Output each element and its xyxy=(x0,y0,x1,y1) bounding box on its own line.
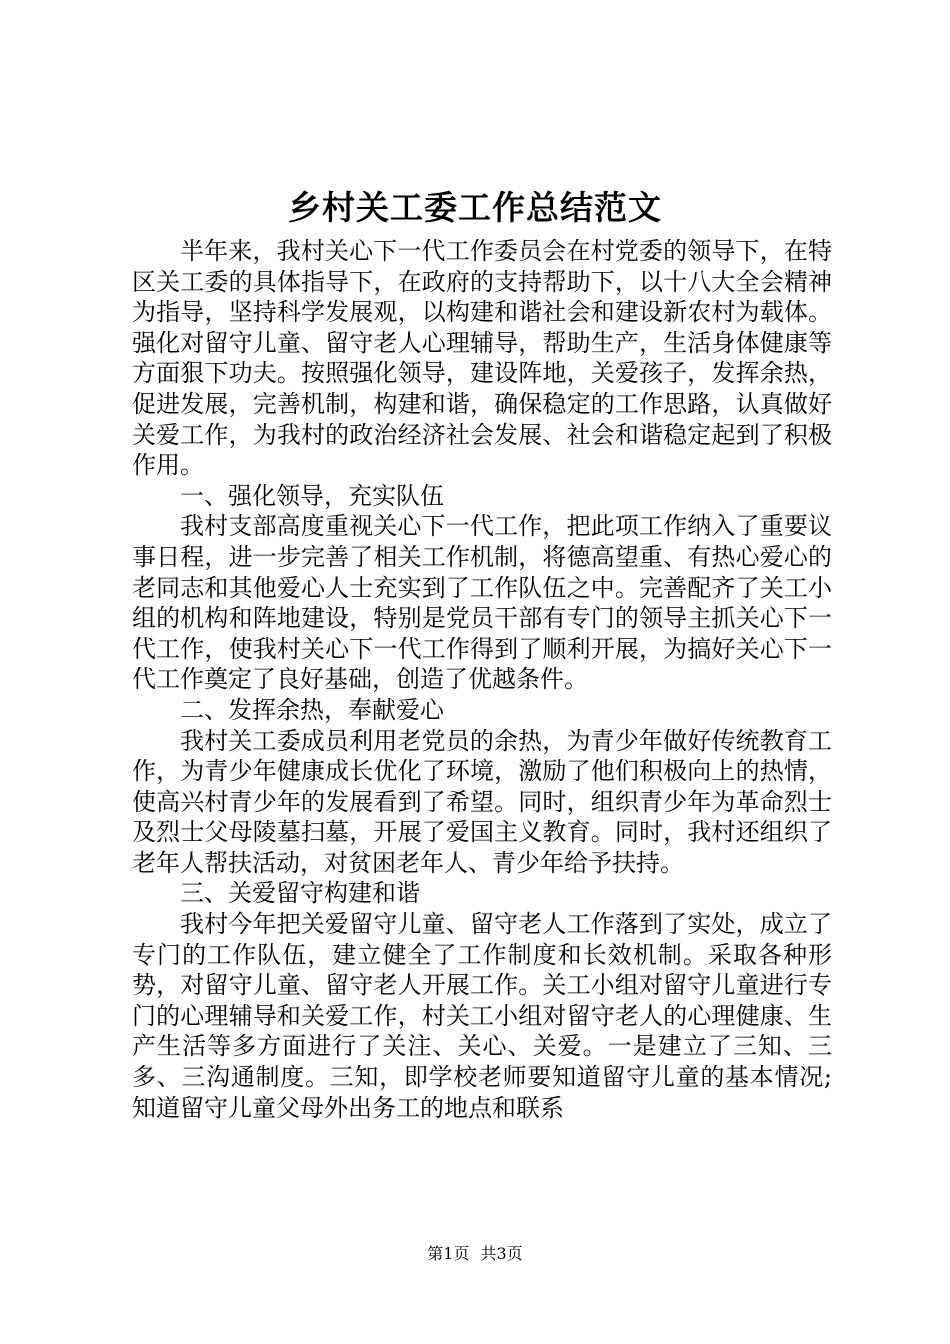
document-title: 乡村关工委工作总结范文 xyxy=(288,188,662,227)
page-total: 共3页 xyxy=(480,1244,523,1263)
section-1-paragraph: 我村支部高度重视关心下一代工作，把此项工作纳入了重要议事日程，进一步完善了相关工作机制，将德高望重、有热心爱心的老同志和其他爱心人士充实到了工作队伍之中。完善配齐了关工小组的机构和阵地建设，特别是党员干部有专门的领导主抓关心下一代工作，使我村关心下一代工作得到了顺利开展，为搞好关心下一代工作奠定了良好基础，创造了优越条件。 xyxy=(132,512,832,694)
section-heading-1: 一、强化领导，充实队伍 xyxy=(180,481,444,510)
section-3-paragraph: 我村今年把关爱留守儿童、留守老人工作落到了实处，成立了专门的工作队伍，建立健全了工作制度和长效机制。采取各种形势，对留守儿童、留守老人开展工作。关工小组对留守儿童进行专门的心理辅导和关爱工作，村关工小组对留守老人的心理健康、生产生活等多方面进行了关注、关心、关爱。一是建立了三知、三多、三沟通制度。三知，即学校老师要知道留守儿童的基本情况;知道留守儿童父母外出务工的地点和联系 xyxy=(132,910,832,1122)
section-heading-2: 二、发挥余热，奉献爱心 xyxy=(180,695,444,724)
intro-paragraph: 半年来，我村关心下一代工作委员会在村党委的领导下，在特区关工委的具体指导下，在政府的支持帮助下，以十八大全会精神为指导，坚持科学发展观，以构建和谐社会和建设新农村为载体。强化对留守儿童、留守老人心理辅导，帮助生产，生活身体健康等方面狠下功夫。按照强化领导，建设阵地，关爱孩子，发挥余热，促进发展，完善机制，构建和谐，确保稳定的工作思路，认真做好关爱工作，为我村的政治经济社会发展、社会和谐稳定起到了积极作用。 xyxy=(132,237,832,480)
document-body xyxy=(132,236,832,1123)
page-footer xyxy=(0,1244,950,1264)
page-number: 第1页 xyxy=(427,1244,470,1263)
section-heading-3: 三、关爱留守构建和谐 xyxy=(180,879,420,908)
section-2-paragraph: 我村关工委成员利用老党员的余热，为青少年做好传统教育工作，为青少年健康成长优化了环境，激励了他们积极向上的热情，使高兴村青少年的发展看到了希望。同时，组织青少年为革命烈士及烈士父母陵墓扫墓，开展了爱国主义教育。同时，我村还组织了老年人帮扶活动，对贫困老年人、青少年给予扶持。 xyxy=(132,726,832,877)
